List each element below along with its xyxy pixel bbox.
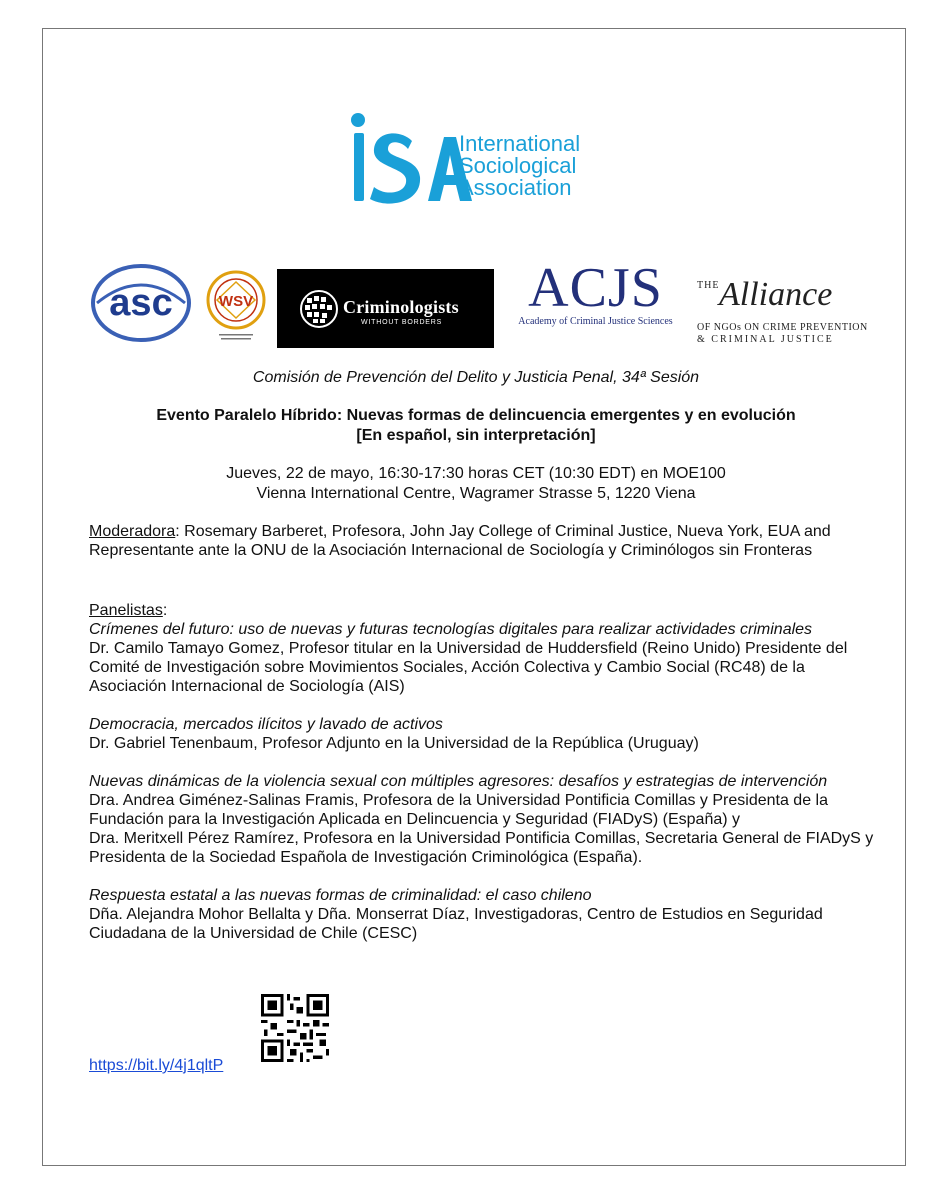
acjs-label: ACJS xyxy=(528,257,663,319)
event-date: Jueves, 22 de mayo, 16:30-17:30 horas CET (10:30 EDT) en MOE100 xyxy=(226,465,726,482)
isa-line-2: Sociological xyxy=(459,153,577,178)
isa-line-1: International xyxy=(459,131,581,156)
globe-icon xyxy=(299,289,339,329)
moderator-block xyxy=(89,522,879,560)
panelists-block xyxy=(89,601,879,943)
panel-speakers-4: Dña. Alejandra Mohor Bellalta y Dña. Monserrat Díaz, Investigadoras, Centro de Estudios en Seguridad Ciudadana de la Universidad de Chile (CESC) xyxy=(89,906,823,942)
cwb-name: Criminologists xyxy=(343,297,459,317)
event-venue: Vienna International Centre, Wagramer Strasse 5, 1220 Viena xyxy=(256,485,696,502)
event-title-line-1: Evento Paralelo Híbrido: Nuevas formas de delincuencia emergentes y en evolución xyxy=(156,407,796,424)
isa-wordmark xyxy=(459,133,580,199)
wsv-logo xyxy=(203,262,269,344)
cwb-subtitle: WITHOUT BORDERS xyxy=(361,319,443,326)
asc-label: asc xyxy=(109,282,173,324)
event-when-where xyxy=(60,464,892,504)
moderator-text: : Rosemary Barberet, Profesora, John Jay College of Criminal Justice, Nueva York, EUA and Representante ante la ONU de la Asociación Internacional de Sociología y Criminólogos sin Fronteras xyxy=(89,523,831,559)
panel-topic-3: Nuevas dinámicas de la violencia sexual con múltiples agresores: desafíos y estrategias de intervención xyxy=(89,773,828,790)
criminologists-without-borders-logo xyxy=(277,269,494,348)
panel-speakers-3b: Dra. Meritxell Pérez Ramírez, Profesora en la Universidad Pontificia Comillas, Secretaria General de FIADyS y Presidenta de la Sociedad Española de Investigación Criminológica (España). xyxy=(89,830,874,866)
panel-speakers-1: Dr. Camilo Tamayo Gomez, Profesor titular en la Universidad de Huddersfield (Reino Unido) Presidente del Comité de Investigación sobre Movimientos Sociales, Acción Colectiva y Cambio Social (RC48) de la Asociación Internacional de Sociología (AIS) xyxy=(89,640,848,695)
event-link[interactable]: https://bit.ly/4j1qltP xyxy=(89,1057,224,1074)
panel-topic-4: Respuesta estatal a las nuevas formas de criminalidad: el caso chileno xyxy=(89,887,592,904)
acjs-subtitle: Academy of Criminal Justice Sciences xyxy=(518,316,673,327)
asc-logo xyxy=(91,263,191,343)
panelists-colon: : xyxy=(162,602,168,619)
panel-speakers-2: Dr. Gabriel Tenenbaum, Profesor Adjunto en la Universidad de la República (Uruguay) xyxy=(89,735,699,752)
moderator-label: Moderadora xyxy=(89,523,176,540)
panel-speakers-3: Dra. Andrea Giménez-Salinas Framis, Profesora de la Universidad Pontificia Comillas y Presidenta de la Fundación para la Investigación Aplicada en Delincuencia y Seguridad (FIADyS) (España) y xyxy=(89,792,828,828)
alliance-subtitle-2: & CRIMINAL JUSTICE xyxy=(697,334,834,345)
panel-topic-2: Democracia, mercados ilícitos y lavado de activos xyxy=(89,716,443,733)
acjs-logo xyxy=(518,257,673,339)
alliance-subtitle-1: OF NGOs ON CRIME PREVENTION xyxy=(697,322,868,333)
wsv-label: WSV xyxy=(218,293,254,310)
panel-topic-1: Crímenes del futuro: uso de nuevas y futuras tecnologías digitales para realizar actividades criminales xyxy=(89,621,813,638)
commission-line: Comisión de Prevención del Delito y Justicia Penal, 34ª Sesión xyxy=(252,369,700,386)
alliance-logo xyxy=(697,276,868,348)
qr-code[interactable] xyxy=(261,994,329,1062)
isa-line-3: Association xyxy=(459,175,572,200)
event-title xyxy=(60,406,892,446)
panelists-label: Panelistas xyxy=(89,602,163,619)
alliance-name: Alliance xyxy=(719,276,833,313)
alliance-the: THE xyxy=(697,280,720,291)
event-title-line-2: [En español, sin interpretación] xyxy=(356,427,596,444)
